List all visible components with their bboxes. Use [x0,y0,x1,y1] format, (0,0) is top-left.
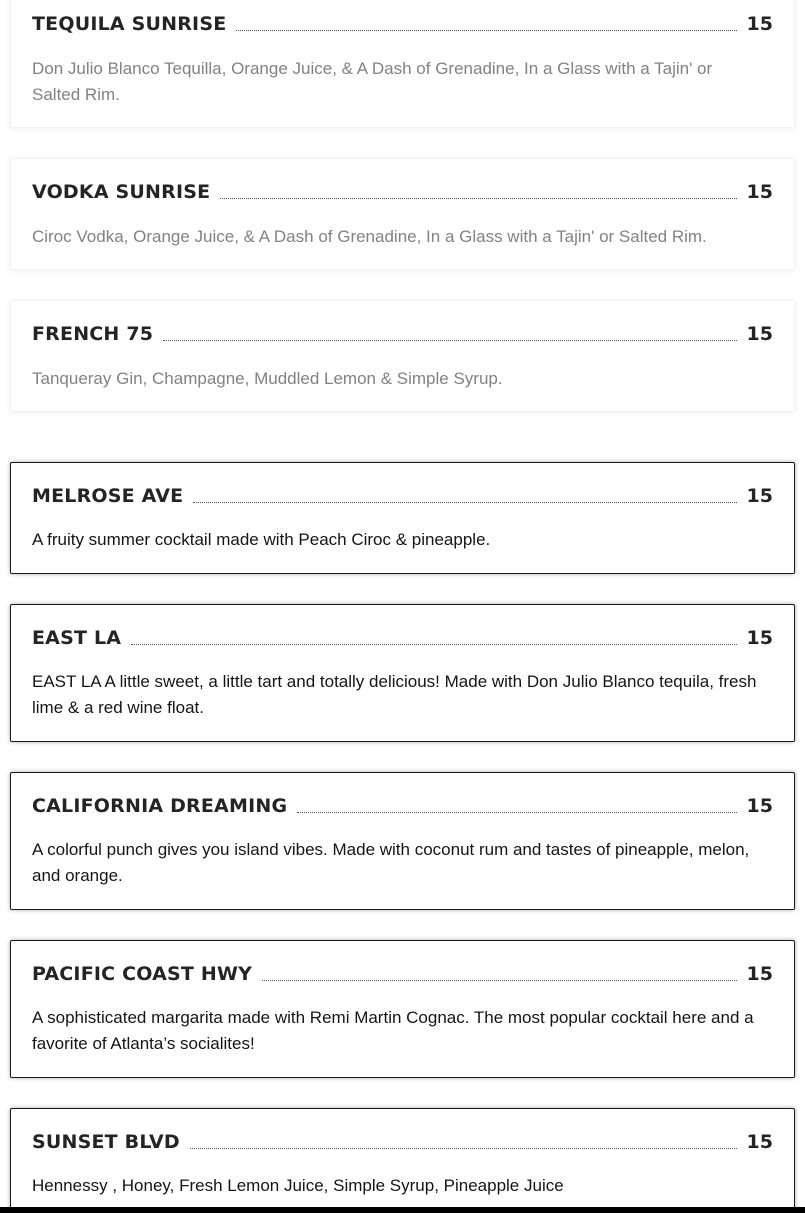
menu-item-header [32,322,773,346]
menu-item-header [32,12,773,36]
menu-item-price: 15 [746,181,773,203]
menu-item-description: Don Julio Blanco Tequilla, Orange Juice, & A Dash of Grenadine, In a Glass with a Tajin' or Salted Rim. [32,59,713,104]
menu-item-price: 15 [746,13,773,35]
menu-item-price: 15 [746,795,773,817]
menu-item-description: Tanqueray Gin, Champagne, Muddled Lemon & Simple Syrup. [32,369,503,388]
menu-item-french-75 [10,300,795,412]
menu-item-east-la [10,604,795,742]
menu-item-description: A sophisticated margarita made with Remi Martin Cognac. The most popular cocktail here and a favorite of Atlanta’s socialites! [32,1008,754,1053]
menu-item-vodka-sunrise [10,158,795,270]
menu-item-header [32,1130,773,1154]
menu-item-price: 15 [746,485,773,507]
menu-item-sunset-blvd [10,1108,795,1213]
menu-item-melrose-ave [10,462,795,574]
menu-item-california-dreaming [10,772,795,910]
menu-item-header [32,626,773,650]
menu-item-name: PACIFIC COAST HWY [32,963,253,985]
menu-item-description: A colorful punch gives you island vibes. Made with coconut rum and tastes of pineapple, melon, and orange. [32,840,750,885]
menu-item-price: 15 [746,963,773,985]
menu-item-header [32,794,773,818]
menu-item-header [32,484,773,508]
dotted-leader [163,340,736,341]
dotted-leader [131,644,736,645]
menu-item-name: CALIFORNIA DREAMING [32,795,288,817]
menu-item-price: 15 [746,627,773,649]
menu-item-name: MELROSE AVE [32,485,184,507]
menu-item-header [32,180,773,204]
menu-item-price: 15 [746,323,773,345]
menu-item-description: EAST LA A little sweet, a little tart and totally delicious! Made with Don Julio Blanco tequila, fresh lime & a red wine float. [32,672,757,717]
menu-item-description: A fruity summer cocktail made with Peach Ciroc & pineapple. [32,530,491,549]
menu-item-price: 15 [746,1131,773,1153]
menu-item-description: Hennessy , Honey, Fresh Lemon Juice, Simple Syrup, Pineapple Juice [32,1176,564,1195]
dotted-leader [220,198,736,199]
dotted-leader [297,812,736,813]
menu-item-name: TEQUILA SUNRISE [32,13,227,35]
menu-item-name: VODKA SUNRISE [32,181,211,203]
menu-item-name: EAST LA [32,627,122,649]
dotted-leader [193,502,736,503]
menu-item-name: FRENCH 75 [32,323,154,345]
menu-item-name: SUNSET BLVD [32,1131,180,1153]
dotted-leader [262,980,736,981]
dotted-leader [236,30,736,31]
menu-item-tequila-sunrise [10,0,795,128]
menu-item-pacific-coast-hwy [10,940,795,1078]
menu-item-description: Ciroc Vodka, Orange Juice, & A Dash of Grenadine, In a Glass with a Tajin' or Salted Rim. [32,227,707,246]
bottom-edge-bar [0,1207,805,1213]
menu-item-header [32,962,773,986]
dotted-leader [190,1148,737,1149]
